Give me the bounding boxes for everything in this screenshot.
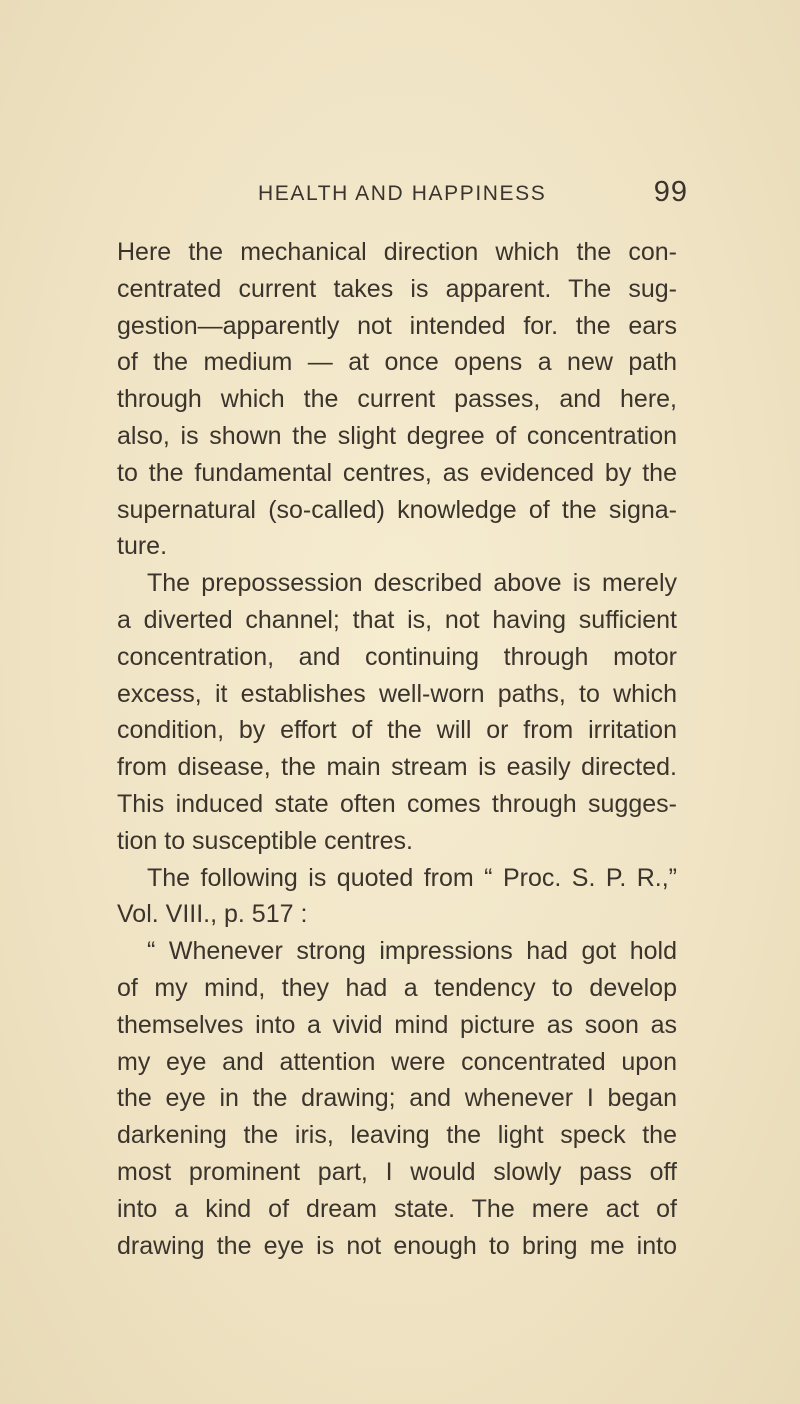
text-line: concentration, and continuing through motor [117,642,677,671]
text-line: of my mind, they had a tendency to develop [117,973,677,1002]
text-line: the eye in the drawing; and whenever I began [117,1084,677,1113]
running-head [258,176,688,216]
page-number: 99 [653,176,688,208]
text-line: condition, by effort of the will or from irritation [117,716,677,745]
text-line: The prepossession described above is merely [147,569,677,598]
text-line: also, is shown the slight degree of concentration [117,421,677,450]
text-line: This induced state often comes through sugges- [117,789,677,818]
text-line: drawing the eye is not enough to bring me into [117,1231,677,1260]
text-line: Vol. VIII., p. 517 : [117,900,308,929]
running-title: HEALTH AND HAPPINESS [258,182,547,205]
text-line: of the medium — at once opens a new path [117,348,677,377]
text-line: into a kind of dream state. The mere act of [117,1194,677,1223]
text-line: themselves into a vivid mind picture as soon as [117,1010,677,1039]
text-line: tion to susceptible centres. [117,826,413,855]
text-line: darkening the iris, leaving the light speck the [117,1121,677,1150]
text-line: gestion—apparently not intended for. the ears [117,311,677,340]
text-line: a diverted channel; that is, not having sufficient [117,605,677,634]
text-line: “ Whenever strong impressions had got hold [147,937,677,966]
text-line: through which the current passes, and here, [117,385,677,414]
text-line: centrated current takes is apparent. The sug- [117,274,677,303]
text-line: Here the mechanical direction which the con- [117,238,677,266]
text-line: excess, it establishes well-worn paths, to which [117,679,677,708]
text-line: The following is quoted from “ Proc. S. P. R.,” [147,863,677,892]
text-line: ture. [117,532,168,561]
body-text [117,234,677,1264]
text-line: supernatural (so-called) knowledge of the signa- [117,495,677,524]
text-line: my eye and attention were concentrated upon [117,1047,677,1076]
text-line: to the fundamental centres, as evidenced by the [117,458,677,487]
text-line: from disease, the main stream is easily directed. [117,753,677,782]
text-line: most prominent part, I would slowly pass off [117,1157,677,1186]
